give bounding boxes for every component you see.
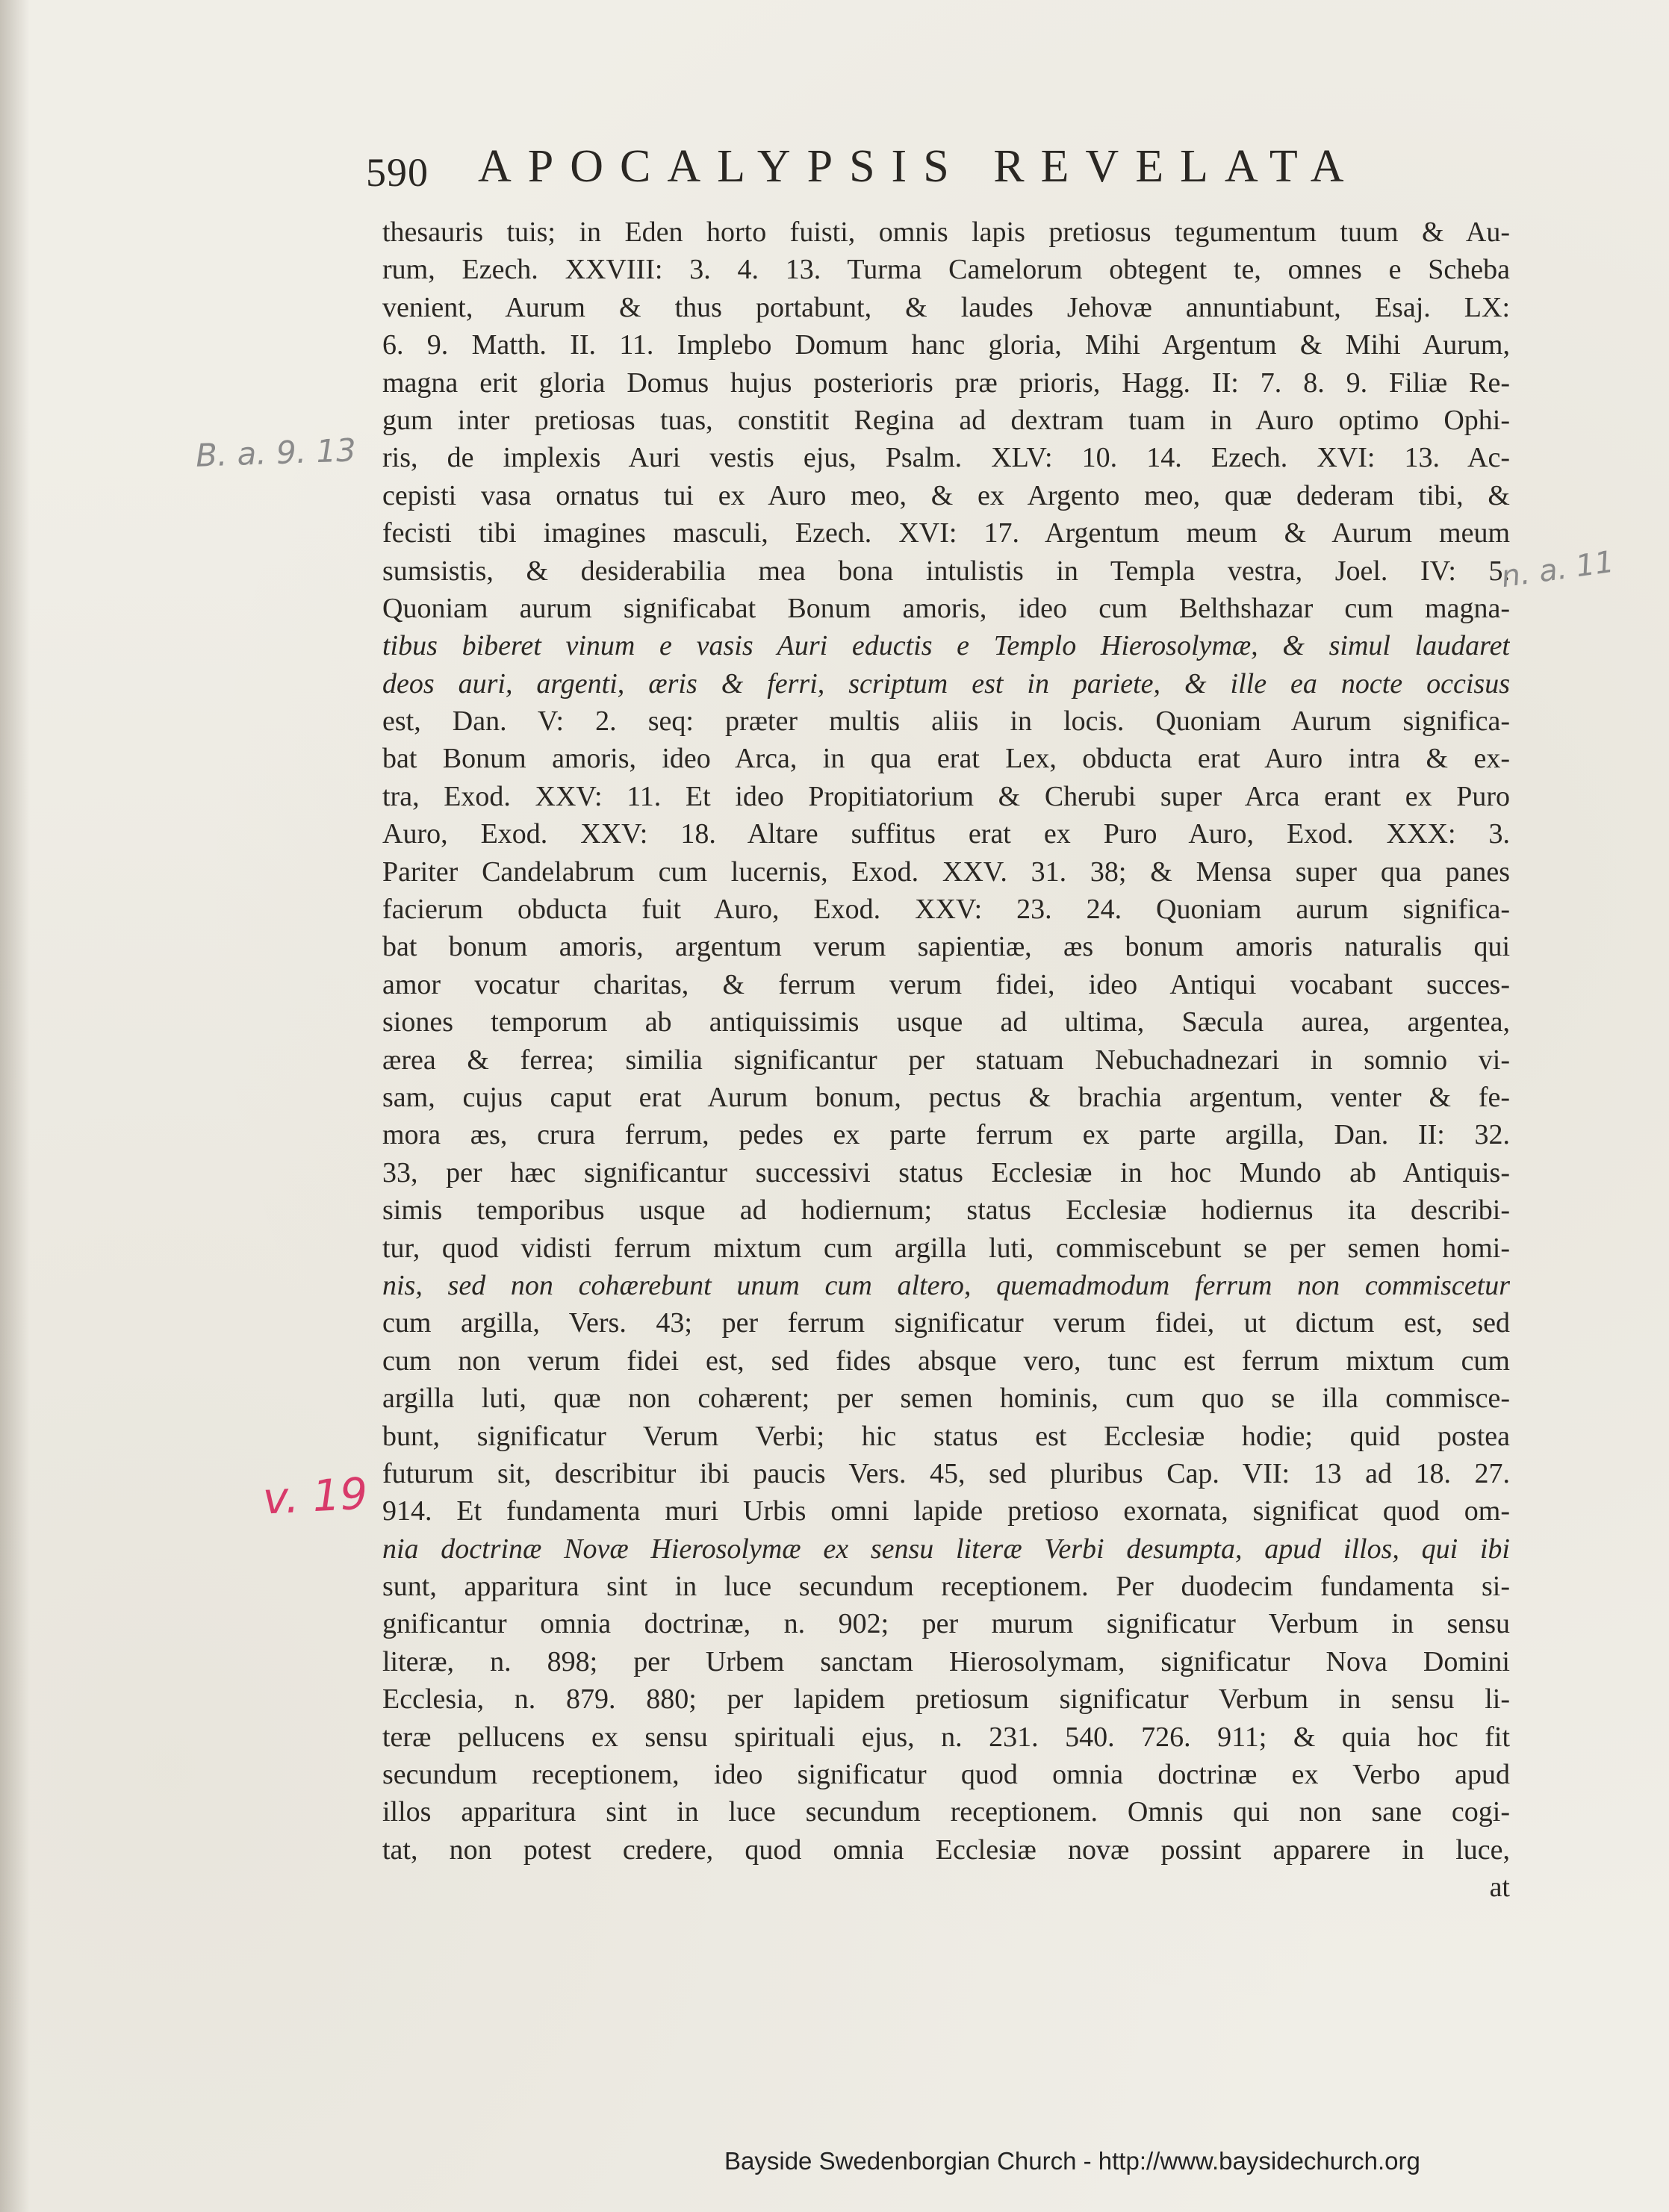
margin-note-left-top: B. a. 9. 13	[195, 432, 357, 474]
text-line: magna erit gloria Domus hujus posterioris præ prioris, Hagg. II: 7. 8. 9. Filiæ Re-	[382, 367, 1510, 399]
text-line: nia doctrinæ Novæ Hierosolymæ ex sensu literæ Verbi desumpta, apud illos, qui ibi	[382, 1533, 1510, 1565]
text-line: bat Bonum amoris, ideo Arca, in qua erat Lex, obducta erat Auro intra & ex-	[382, 743, 1510, 775]
text-line: facierum obducta fuit Auro, Exod. XXV: 23. 24. Quoniam aurum significa-	[382, 894, 1510, 926]
text-line: ærea & ferrea; similia significantur per statuam Nebuchadnezari in somnio vi-	[382, 1044, 1510, 1076]
text-line: thesauris tuis; in Eden horto fuisti, omnis lapis pretiosus tegumentum tuum & Au-	[382, 216, 1510, 248]
text-line: 6. 9. Matth. II. 11. Implebo Domum hanc gloria, Mihi Argentum & Mihi Aurum,	[382, 329, 1510, 361]
text-line: sumsistis, & desiderabilia mea bona intulistis in Templa vestra, Joel. IV: 5.	[382, 555, 1510, 587]
body-text	[382, 214, 1510, 1907]
text-line: secundum receptionem, ideo significatur quod omnia doctrinæ ex Verbo apud	[382, 1759, 1510, 1791]
text-line: deos auri, argenti, æris & ferri, scriptum est in pariete, & ille ea nocte occisus	[382, 667, 1510, 700]
text-line: fecisti tibi imagines masculi, Ezech. XVI: 17. Argentum meum & Aurum meum	[382, 517, 1510, 549]
text-line: Ecclesia, n. 879. 880; per lapidem pretiosum significatur Verbum in sensu li-	[382, 1683, 1510, 1716]
text-line: tat, non potest credere, quod omnia Ecclesiæ novæ possint apparere in luce,	[382, 1834, 1510, 1866]
text-line: ris, de implexis Auri vestis ejus, Psalm. XLV: 10. 14. Ezech. XVI: 13. Ac-	[382, 442, 1510, 474]
text-line: bat bonum amoris, argentum verum sapientiæ, æs bonum amoris naturalis qui	[382, 931, 1510, 963]
text-line: cepisti vasa ornatus tui ex Auro meo, & ex Argento meo, quæ dederam tibi, &	[382, 479, 1510, 511]
text-line: tur, quod vidisti ferrum mixtum cum argilla luti, commiscebunt se per semen homi-	[382, 1232, 1510, 1264]
catchword: at	[1489, 1872, 1510, 1904]
text-line: venient, Aurum & thus portabunt, & laudes Jehovæ annuntiabunt, Esaj. LX:	[382, 291, 1510, 323]
margin-note-right: n. a. 11	[1499, 544, 1617, 595]
text-line: est, Dan. V: 2. seq: præter multis aliis in locis. Quoniam Aurum significa-	[382, 705, 1510, 738]
text-line: futurum sit, describitur ibi paucis Vers. 45, sed pluribus Cap. VII: 13 ad 18. 27.	[382, 1457, 1510, 1489]
text-line: gnificantur omnia doctrinæ, n. 902; per murum significatur Verbum in sensu	[382, 1608, 1510, 1640]
text-line: cum argilla, Vers. 43; per ferrum significatur verum fidei, ut dictum est, sed	[382, 1307, 1510, 1339]
text-line: bunt, significatur Verum Verbi; hic status est Ecclesiæ hodie; quid postea	[382, 1420, 1510, 1452]
page-header	[366, 140, 1516, 208]
text-line: sam, cujus caput erat Aurum bonum, pectus & brachia argentum, venter & fe-	[382, 1081, 1510, 1113]
page-number: 590	[366, 150, 429, 195]
text-line: rum, Ezech. XXVIII: 3. 4. 13. Turma Camelorum obtegent te, omnes e Scheba	[382, 254, 1510, 286]
text-line: literæ, n. 898; per Urbem sanctam Hierosolymam, significatur Nova Domini	[382, 1645, 1510, 1677]
text-line: amor vocatur charitas, & ferrum verum fidei, ideo Antiqui vocabant succes-	[382, 968, 1510, 1000]
text-line: gum inter pretiosas tuas, constitit Regina ad dextram tuam in Auro optimo Ophi-	[382, 404, 1510, 436]
text-line: Pariter Candelabrum cum lucernis, Exod. XXV. 31. 38; & Mensa super qua panes	[382, 856, 1510, 888]
running-title: APOCALYPSIS REVELATA	[478, 141, 1361, 192]
spine-shadow	[0, 0, 30, 2212]
margin-note-verse: v. 19	[261, 1468, 369, 1524]
section-914-start: 914. Et fundamenta muri Urbis omni lapide pretioso exornata, significat quod om-	[382, 1495, 1510, 1527]
footer-credit: Bayside Swedenborgian Church - http://www.baysidechurch.org	[724, 2147, 1420, 2175]
text-line: argilla luti, quæ non cohærent; per semen hominis, cum quo se illa commisce-	[382, 1383, 1510, 1415]
text-line: tra, Exod. XXV: 11. Et ideo Propitiatorium & Cherubi super Arca erant ex Puro	[382, 780, 1510, 812]
text-line: sunt, apparitura sint in luce secundum receptionem. Per duodecim fundamenta si-	[382, 1571, 1510, 1603]
text-line: Auro, Exod. XXV: 18. Altare suffitus erat ex Puro Auro, Exod. XXX: 3.	[382, 818, 1510, 850]
text-line: 33, per hæc significantur successivi status Ecclesiæ in hoc Mundo ab Antiquis-	[382, 1156, 1510, 1188]
text-line: cum non verum fidei est, sed fides absque vero, tunc est ferrum mixtum cum	[382, 1345, 1510, 1377]
text-line: nis, sed non cohærebunt unum cum altero, quemadmodum ferrum non commiscetur	[382, 1269, 1510, 1301]
text-line: illos apparitura sint in luce secundum receptionem. Omnis qui non sane cogi-	[382, 1796, 1510, 1828]
text-line: Quoniam aurum significabat Bonum amoris, ideo cum Belthshazar cum magna-	[382, 592, 1510, 624]
text-line: simis temporibus usque ad hodiernum; status Ecclesiæ hodiernus ita describi-	[382, 1194, 1510, 1227]
text-line: tibus biberet vinum e vasis Auri eductis e Templo Hierosolymæ, & simul laudaret	[382, 630, 1510, 662]
text-line: siones temporum ab antiquissimis usque ad ultima, Sæcula aurea, argentea,	[382, 1006, 1510, 1038]
text-line: mora æs, crura ferrum, pedes ex parte ferrum ex parte argilla, Dan. II: 32.	[382, 1119, 1510, 1151]
text-line: teræ pellucens ex sensu spirituali ejus, n. 231. 540. 726. 911; & quia hoc fit	[382, 1721, 1510, 1753]
